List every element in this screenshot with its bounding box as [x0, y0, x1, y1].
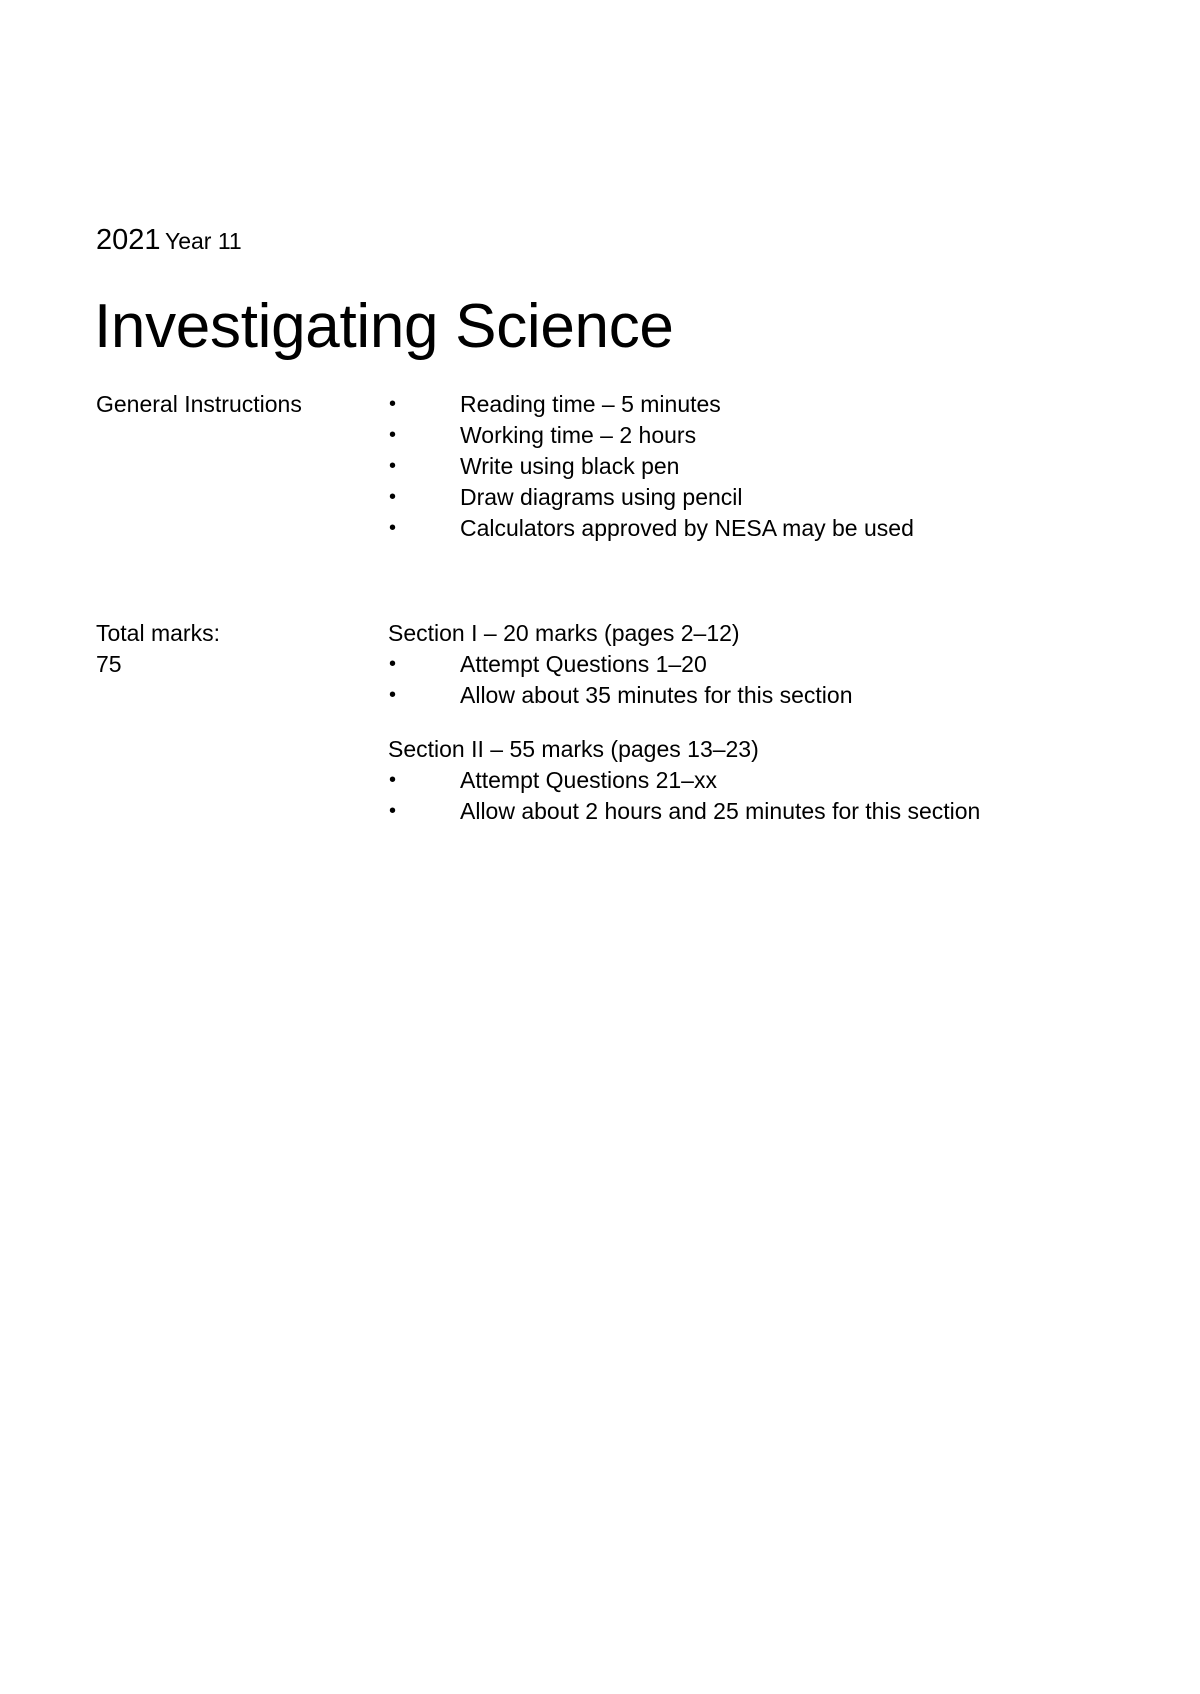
list-item — [388, 420, 914, 451]
list-item-text: Attempt Questions 21–xx — [460, 767, 717, 793]
list-item — [388, 796, 980, 827]
section-1-list — [388, 649, 852, 711]
list-item — [388, 765, 980, 796]
section-2 — [388, 734, 980, 827]
general-instructions-list — [388, 389, 914, 544]
section-1-heading: Section I – 20 marks (pages 2–12) — [388, 620, 740, 646]
bullet-icon: • — [389, 653, 397, 675]
bullet-icon: • — [389, 424, 397, 446]
bullet-icon: • — [389, 684, 397, 706]
exam-year-line — [96, 226, 242, 255]
exam-year-label: Year 11 — [164, 228, 242, 254]
list-item-text: Draw diagrams using pencil — [460, 484, 743, 510]
exam-year: 2021 — [96, 224, 161, 256]
list-item-text: Calculators approved by NESA may be used — [460, 515, 914, 541]
list-item — [388, 680, 852, 711]
list-item-text: Allow about 35 minutes for this section — [460, 682, 853, 708]
exam-title: Investigating Science — [94, 292, 674, 361]
total-marks-value: 75 — [96, 651, 122, 677]
total-marks-label: Total marks: — [96, 620, 220, 646]
bullet-icon: • — [389, 486, 397, 508]
bullet-icon: • — [389, 455, 397, 477]
section-1 — [388, 618, 852, 711]
bullet-icon: • — [389, 517, 397, 539]
list-item-text: Attempt Questions 1–20 — [460, 651, 707, 677]
list-item-text: Allow about 2 hours and 25 minutes for this section — [460, 798, 981, 824]
list-item-text: Working time – 2 hours — [460, 422, 697, 448]
list-item-text: Write using black pen — [460, 453, 680, 479]
bullet-icon: • — [389, 800, 397, 822]
list-item — [388, 389, 914, 420]
bullet-icon: • — [389, 769, 397, 791]
section-2-list — [388, 765, 980, 827]
section-2-heading: Section II – 55 marks (pages 13–23) — [388, 736, 759, 762]
list-item-text: Reading time – 5 minutes — [460, 391, 721, 417]
general-instructions-label: General Instructions — [96, 391, 302, 417]
list-item — [388, 649, 852, 680]
list-item — [388, 513, 914, 544]
list-item — [388, 451, 914, 482]
list-item — [388, 482, 914, 513]
bullet-icon: • — [389, 393, 397, 415]
